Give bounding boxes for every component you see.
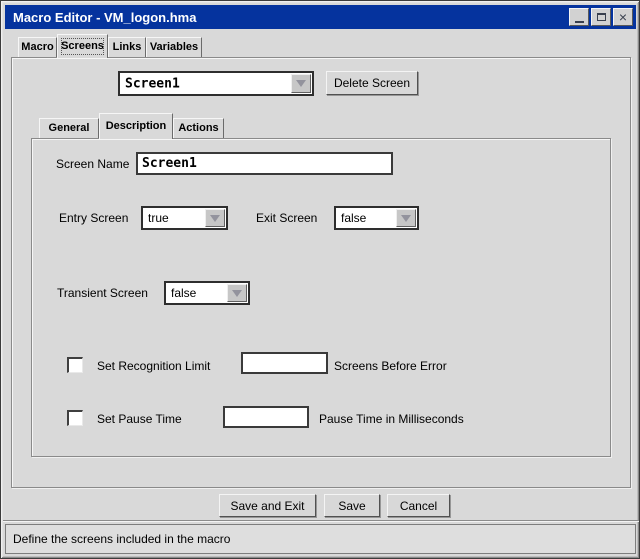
screen-name-combobox-value: Screen1 bbox=[125, 76, 180, 91]
arrow-down-icon bbox=[401, 215, 411, 222]
subtab-description[interactable] bbox=[99, 113, 173, 139]
status-bar bbox=[5, 524, 636, 554]
title-bar[interactable] bbox=[5, 5, 636, 29]
screen-name-combobox-dropdown-button[interactable] bbox=[291, 74, 311, 93]
set-pause-time-label: Set Pause Time bbox=[97, 412, 182, 426]
screen-name-combobox[interactable] bbox=[118, 71, 314, 96]
close-icon: × bbox=[618, 9, 628, 25]
entry-screen-value: true bbox=[148, 211, 169, 225]
subtab-actions-label: Actions bbox=[178, 122, 219, 134]
status-text: Define the screens included in the macro bbox=[13, 532, 231, 546]
tab-macro-label: Macro bbox=[21, 41, 54, 53]
transient-screen-dropdown-button[interactable] bbox=[227, 284, 247, 302]
exit-screen-value: false bbox=[341, 211, 367, 225]
screen-name-input[interactable] bbox=[136, 152, 393, 175]
transient-screen-label: Transient Screen bbox=[57, 286, 148, 300]
tab-links-label: Links bbox=[112, 41, 142, 53]
set-pause-time-checkbox[interactable] bbox=[67, 410, 83, 426]
arrow-down-icon bbox=[210, 215, 220, 222]
transient-screen-combobox[interactable] bbox=[164, 281, 250, 305]
subtab-description-label: Description bbox=[105, 120, 167, 132]
close-button[interactable] bbox=[613, 8, 633, 26]
set-recognition-limit-label: Set Recognition Limit bbox=[97, 359, 211, 373]
tab-screens-label: Screens bbox=[61, 40, 104, 52]
transient-screen-value: false bbox=[171, 286, 197, 300]
arrow-down-icon bbox=[296, 80, 306, 87]
exit-screen-dropdown-button[interactable] bbox=[396, 209, 416, 227]
tab-links[interactable] bbox=[108, 37, 146, 57]
maximize-button[interactable] bbox=[591, 8, 611, 26]
tab-variables[interactable] bbox=[146, 37, 202, 57]
delete-screen-button[interactable]: Delete Screen bbox=[326, 71, 418, 95]
exit-screen-label: Exit Screen bbox=[256, 211, 318, 225]
subtab-general[interactable] bbox=[39, 118, 99, 138]
entry-screen-combobox[interactable] bbox=[141, 206, 228, 230]
recognition-limit-input[interactable] bbox=[241, 352, 328, 374]
status-separator bbox=[3, 520, 639, 522]
pause-time-input[interactable] bbox=[223, 406, 309, 428]
maximize-icon bbox=[597, 13, 606, 21]
entry-screen-label: Entry Screen bbox=[59, 211, 129, 225]
exit-screen-combobox[interactable] bbox=[334, 206, 419, 230]
minimize-icon bbox=[575, 21, 584, 23]
window-title: Macro Editor - VM_logon.hma bbox=[13, 9, 197, 25]
screen-name-label: Screen Name bbox=[56, 157, 130, 171]
tab-variables-label: Variables bbox=[149, 41, 199, 53]
pause-time-milliseconds-label: Pause Time in Milliseconds bbox=[319, 412, 464, 426]
window-controls bbox=[569, 8, 633, 26]
subtab-general-label: General bbox=[48, 122, 90, 134]
tab-screens[interactable] bbox=[57, 34, 108, 58]
cancel-button[interactable]: Cancel bbox=[387, 494, 450, 517]
arrow-down-icon bbox=[232, 290, 242, 297]
entry-screen-dropdown-button[interactable] bbox=[205, 209, 225, 227]
set-recognition-limit-checkbox[interactable] bbox=[67, 357, 83, 373]
tab-focus-rect bbox=[61, 38, 104, 55]
screens-before-error-label: Screens Before Error bbox=[334, 359, 447, 373]
tab-macro[interactable] bbox=[18, 37, 57, 57]
save-and-exit-button[interactable]: Save and Exit bbox=[219, 494, 316, 517]
minimize-button[interactable] bbox=[569, 8, 589, 26]
save-button[interactable]: Save bbox=[324, 494, 380, 517]
subtab-actions[interactable] bbox=[173, 118, 224, 138]
